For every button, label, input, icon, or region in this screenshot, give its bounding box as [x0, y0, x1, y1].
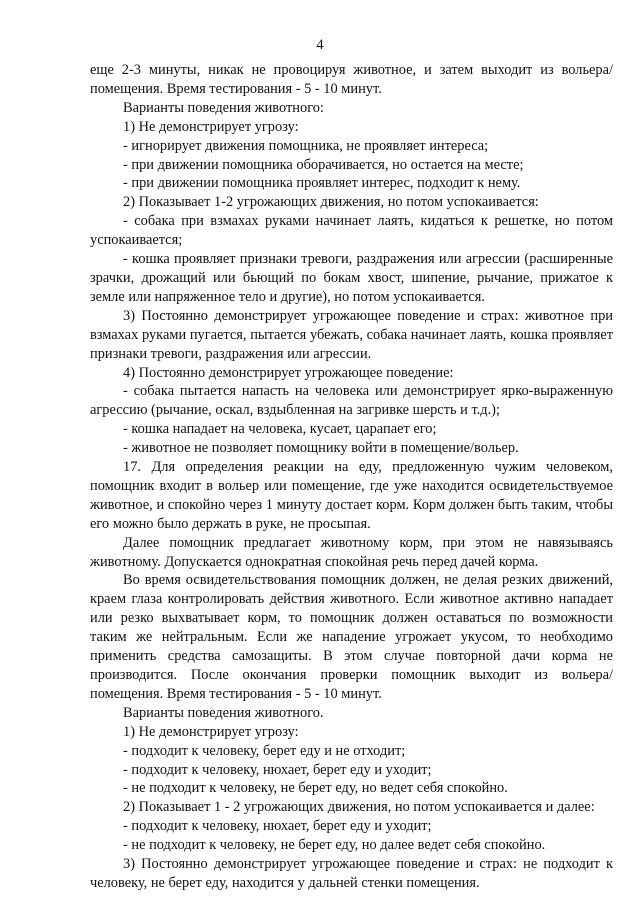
- list-item: - собака при взмахах руками начинает лаять, кидаться к решетке, но потом успокаивается;: [90, 213, 613, 249]
- list-item: - при движении помощника проявляет интерес, подходит к нему.: [123, 175, 521, 192]
- paragraph: еще 2-3 минуты, никак не провоцируя животное, и затем выходит из вольера/помещения. Время тестирования - 5 - 10 минут.: [90, 62, 613, 97]
- list-item: - не подходит к человеку, не берет еду, но ведет себя спокойно.: [123, 780, 508, 797]
- list-item: - собака пытается напасть на человека или демонстрирует ярко-выраженную агрессию (рычание, оскал, вздыбленная на загривке шерсть и т.д.);: [90, 383, 613, 419]
- paragraph: Далее помощник предлагает животному корм, при этом не навязываясь животному. Допускается однократная спокойная речь перед дачей корма.: [90, 534, 613, 570]
- paragraph: Во время освидетельствования помощник должен, не делая резких движений, краем глаза контролировать действия животного. Если животное активно нападает или резко выхватывает корм, то помощник должен оставаться по возможности таким же нейтральным. Если же нападение угрожает укусом, то необходимо применить средства самозащиты. В этом случае повторной дачи корма не производится. После окончания проверки помощник выходит из вольера/помещения. Время тестирования - 5 - 10 минут.: [90, 572, 613, 702]
- paragraph: 1) Не демонстрирует угрозу:: [123, 723, 299, 740]
- list-item: - при движении помощника оборачивается, но остается на месте;: [123, 156, 524, 173]
- list-item: - подходит к человеку, нюхает, берет еду и уходит;: [123, 818, 432, 835]
- paragraph: 2) Показывает 1-2 угрожающих движения, но потом успокаивается:: [123, 194, 539, 211]
- paragraph: Варианты поведения животного:: [123, 99, 324, 116]
- paragraph: 17. Для определения реакции на еду, предложенную чужим человеком, помощник входит в вольер или помещение, где уже находится освидетельствуемое животное, и спокойно через 1 минуту достает корм. Корм должен быть таким, чтобы его можно было держать в руке, не просыпая.: [90, 459, 613, 532]
- list-item: - животное не позволяет помощнику войти в помещение/вольер.: [123, 440, 519, 457]
- list-item: - игнорирует движения помощника, не проявляет интереса;: [123, 137, 489, 154]
- paragraph: 4) Постоянно демонстрирует угрожающее поведение:: [123, 364, 454, 381]
- paragraph: 3) Постоянно демонстрирует угрожающее поведение и страх: не подходит к человеку, не берет еду, находится у дальней стенки помещения.: [90, 856, 613, 891]
- paragraph: 1) Не демонстрирует угрозу:: [123, 118, 299, 135]
- paragraph: 2) Показывает 1 - 2 угрожающих движения, но потом успокаивается и далее:: [123, 799, 595, 816]
- page-number: 4: [316, 37, 324, 53]
- paragraph: Варианты поведения животного.: [123, 704, 324, 721]
- list-item: - подходит к человеку, берет еду и не отходит;: [123, 742, 406, 759]
- list-item: - кошка проявляет признаки тревоги, раздражения или агрессии (расширенные зрачки, дрожащий или бьющий по бокам хвост, шипение, рычание, прижатое к земле или напряженное тело и другие), но потом успокаивается.: [90, 251, 613, 305]
- list-item: - подходит к человеку, нюхает, берет еду и уходит;: [123, 761, 432, 778]
- paragraph: 3) Постоянно демонстрирует угрожающее поведение и страх: животное при взмахах руками пугается, пытается убежать, собака начинает лаять, кошка проявляет признаки тревоги, раздражения или агрессии.: [90, 307, 613, 362]
- list-item: - не подходит к человеку, не берет еду, но далее ведет себя спокойно.: [123, 837, 546, 854]
- document-body: [90, 61, 613, 893]
- list-item: - кошка нападает на человека, кусает, царапает его;: [123, 421, 437, 438]
